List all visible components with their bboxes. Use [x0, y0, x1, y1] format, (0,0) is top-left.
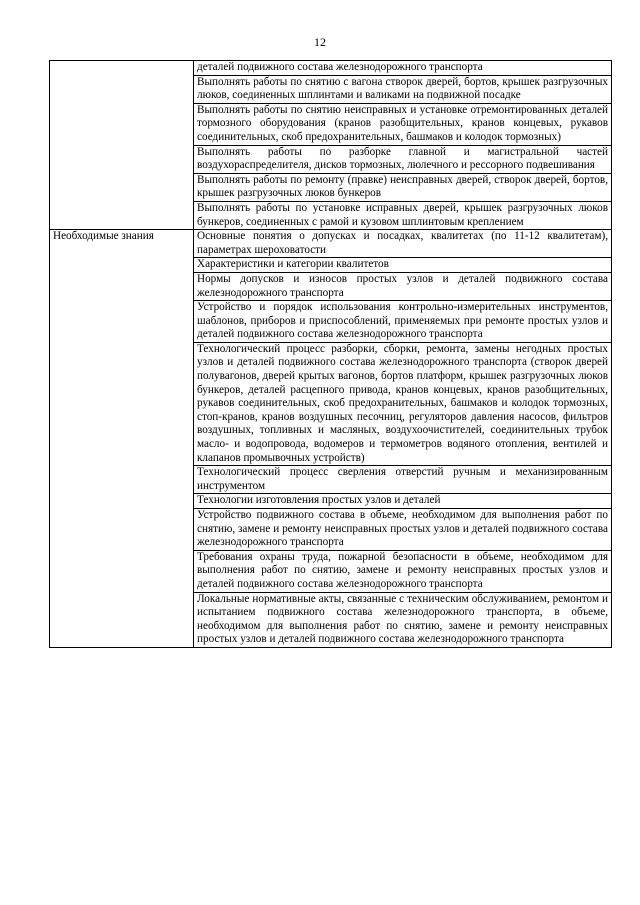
table-cell: Устройство подвижного состава в объеме, необходимом для выполнения работ по снятию, замене и ремонту неисправных простых узлов и деталей подвижного состава железнодорожного транспорта: [194, 509, 612, 551]
continued-label-cell: [50, 61, 194, 230]
table-cell: Технологический процесс сверления отверстий ручным и механизированным инструментом: [194, 466, 612, 494]
table-cell: Технологический процесс разборки, сборки, ремонта, замены негодных простых узлов и деталей подвижного состава железнодорожного транспорта (створок дверей полувагонов, дверей крытых вагонов, бортов платформ, крышек разгрузочных люков бункеров, деталей расцепного привода, кранов концевых, кранов разобщительных, рукавов соединительных, скоб предохранительных, башмаков и колодок тормозных, стоп-кранов, кранов воздушных песочниц, регуляторов давления насосов, фильтров воздушных, топливных и масляных, воздухоочистителей, соединительных трубок масло- и водопровода, водомеров и термометров водяного отопления, вентилей и клапанов промывочных устройств): [194, 342, 612, 465]
table-cell: Технологии изготовления простых узлов и деталей: [194, 494, 612, 509]
table-cell: Выполнять работы по разборке главной и магистральной частей воздухораспределителя, дисков тормозных, люлечного и рессорного подвешивания: [194, 145, 612, 173]
table-cell: деталей подвижного состава железнодорожного транспорта: [194, 61, 612, 76]
table-cell: Характеристики и категории квалитетов: [194, 258, 612, 273]
table-row: [50, 61, 612, 76]
requirements-table: [49, 60, 612, 648]
table-cell: Требования охраны труда, пожарной безопасности в объеме, необходимом для выполнения работ по снятию, замене и ремонту неисправных простых узлов и деталей подвижного состава железнодорожного транспорта: [194, 550, 612, 592]
table-cell: Выполнять работы по установке исправных дверей, крышек разгрузочных люков бункеров, соединенных с рамой и кузовом шплинтовым креплением: [194, 201, 612, 229]
table-cell: Нормы допусков и износов простых узлов и деталей подвижного состава железнодорожного транспорта: [194, 272, 612, 300]
table-row: [50, 230, 612, 258]
table-cell: Устройство и порядок использования контрольно-измерительных инструментов, шаблонов, приборов и приспособлений, применяемых при ремонте простых узлов и деталей подвижного состава железнодорожного транспорта: [194, 301, 612, 343]
knowledge-label: Необходимые знания: [50, 230, 194, 648]
table-cell: Основные понятия о допусках и посадках, квалитетах (по 11-12 квалитетам), параметрах шероховатости: [194, 230, 612, 258]
table-cell: Выполнять работы по снятию с вагона створок дверей, бортов, крышек разгрузочных люков, соединенных шплинтами и валиками на подвижной посадке: [194, 75, 612, 103]
table-cell: Выполнять работы по ремонту (правке) неисправных дверей, створок дверей, бортов, крышек разгрузочных люков бункеров: [194, 173, 612, 201]
table-cell: Выполнять работы по снятию неисправных и установке отремонтированных деталей тормозного оборудования (кранов разобщительных, кранов концевых, рукавов соединительных, скоб предохранительных, башмаков и колодок тормозных): [194, 103, 612, 145]
page-number: 12: [314, 35, 326, 49]
table-cell: Локальные нормативные акты, связанные с техническим обслуживанием, ремонтом и испытанием подвижного состава железнодорожного транспорта, в объеме, необходимом для выполнения работ по снятию, замене и ремонту неисправных простых узлов и деталей подвижного состава железнодорожного транспорта: [194, 592, 612, 647]
